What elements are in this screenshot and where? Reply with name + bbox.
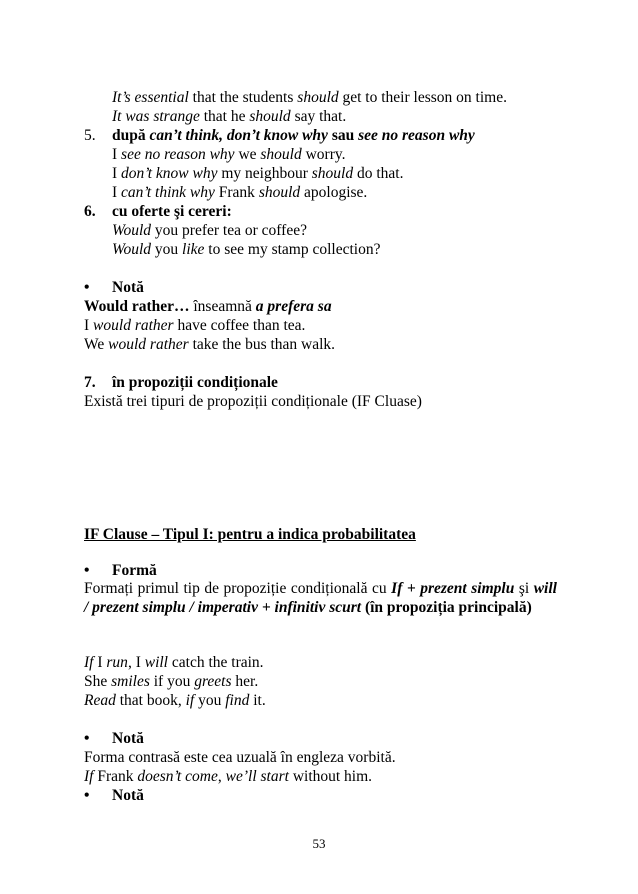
item-number: 6. (84, 203, 96, 220)
example-line: Would you like to see my stamp collection? (112, 241, 381, 258)
page-number: 53 (312, 836, 326, 851)
item-heading: cu oferte şi cereri: (112, 203, 232, 220)
example-line: I would rather have coffee than tea. (84, 317, 306, 334)
bullet-icon: • (84, 730, 90, 747)
example-line: If Frank doesn’t come, we’ll start without him. (84, 768, 373, 785)
item-heading: în propoziții condiționale (112, 374, 278, 391)
paragraph: Forma contrasă este cea uzuală în engleza vorbită. (84, 749, 396, 766)
note-heading: • Notă (84, 730, 144, 747)
note-line: Would rather… înseamnă a prefera sa (84, 298, 332, 315)
example-line: Would you prefer tea or coffee? (112, 222, 307, 239)
example-line: It was strange that he should say that. (112, 108, 347, 125)
example-line: It’s essential that the students should get to their lesson on time. (112, 89, 507, 106)
example-line: I can’t think why Frank should apologise. (112, 184, 368, 201)
item-number: 7. (84, 374, 96, 391)
bullet-icon: • (84, 787, 90, 804)
item-number: 5. (84, 127, 96, 144)
item-heading: după can’t think, don’t know why sau see no reason why (112, 127, 475, 144)
note-heading: • Notă (84, 279, 144, 296)
forma-paragraph: Formați primul tip de propoziție condițională cu If + prezent simplu şi will / prezent simplu / imperativ + infinitiv scurt (în propoziția principală) (84, 580, 557, 616)
section-heading: IF Clause – Tipul I: pentru a indica probabilitatea (84, 526, 416, 543)
example-line: If I run, I will catch the train. (84, 654, 264, 671)
example-line: Read that book, if you find it. (84, 692, 266, 709)
forma-heading: • Formă (84, 562, 157, 579)
bullet-icon: • (84, 562, 90, 579)
example-line: I see no reason why we should worry. (112, 146, 346, 163)
paragraph: Există trei tipuri de propoziții condiționale (IF Cluase) (84, 393, 422, 410)
bullet-icon: • (84, 279, 90, 296)
example-line: She smiles if you greets her. (84, 673, 259, 690)
note-heading: • Notă (84, 787, 144, 804)
example-line: We would rather take the bus than walk. (84, 336, 336, 353)
example-line: I don’t know why my neighbour should do that. (112, 165, 404, 182)
